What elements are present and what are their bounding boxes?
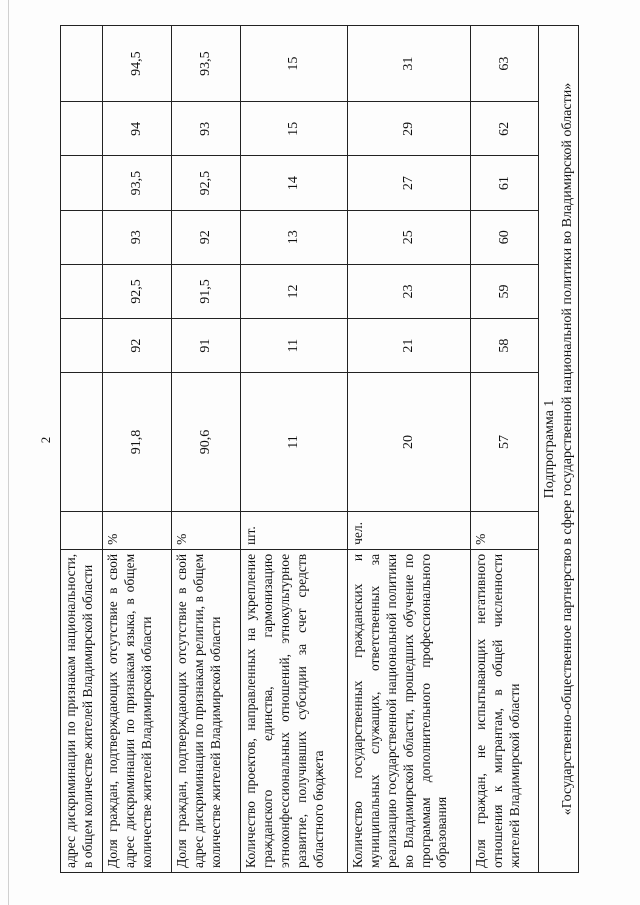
indicator-value: 13 <box>241 210 348 264</box>
indicator-value <box>61 210 103 264</box>
indicator-value: 12 <box>241 264 348 318</box>
indicator-value: 31 <box>348 26 471 102</box>
table-row <box>471 26 539 873</box>
indicator-value: 91,5 <box>172 264 241 318</box>
indicator-value: 93 <box>103 210 172 264</box>
indicator-name: адрес дискриминации по признакам национальности, в общем количестве жителей Владимирской области <box>61 549 103 872</box>
subprogram-title: «Государственно-общественное партнерство в сфере государственной национальной политики во Владимирской области» <box>559 82 575 816</box>
indicator-name: Доля граждан, подтверждающих отсутствие в свой адрес дискриминации по признакам языка, в общем количестве жителей Владимирской области <box>103 549 172 872</box>
indicator-value: 94,5 <box>103 26 172 102</box>
indicator-value: 62 <box>471 102 539 156</box>
table-row <box>241 26 348 873</box>
indicator-value: 11 <box>241 373 348 511</box>
indicator-name: Доля граждан, не испытывающих негативного отношения к мигрантам, в общей численности жителей Владимирской области <box>471 549 539 872</box>
indicator-value: 91,8 <box>103 373 172 511</box>
table-row <box>348 26 471 873</box>
indicator-value: 92 <box>172 210 241 264</box>
indicator-value: 11 <box>241 319 348 373</box>
indicator-value: 29 <box>348 102 471 156</box>
indicator-value <box>61 264 103 318</box>
indicator-unit: % <box>471 511 539 549</box>
indicator-value: 91 <box>172 319 241 373</box>
indicator-unit: чел. <box>348 511 471 549</box>
subprogram-heading: Подпрограмма 1 <box>542 399 557 499</box>
indicator-unit <box>61 511 103 549</box>
indicator-value: 59 <box>471 264 539 318</box>
indicator-value: 58 <box>471 319 539 373</box>
indicator-value: 15 <box>241 26 348 102</box>
indicator-value: 92,5 <box>172 156 241 210</box>
indicator-value: 93 <box>172 102 241 156</box>
indicator-value <box>61 26 103 102</box>
indicator-value: 15 <box>241 102 348 156</box>
page-number: 2 <box>38 436 53 444</box>
indicator-name: Количество государственных гражданских и муниципальных служащих, ответственных за реализацию государственной национальной политики во Владимирской области, прошедших обучение по программам дополнительного профессионального образования <box>348 549 471 872</box>
subprogram-row <box>539 26 579 873</box>
indicator-name: Доля граждан, подтверждающих отсутствие в свой адрес дискриминации по признакам религии, в общем количестве жителей Владимирской области <box>172 549 241 872</box>
indicator-value: 23 <box>348 264 471 318</box>
table-row <box>61 26 103 873</box>
indicator-unit: % <box>172 511 241 549</box>
indicator-value <box>61 156 103 210</box>
indicator-value: 61 <box>471 156 539 210</box>
indicator-value <box>61 319 103 373</box>
subprogram-cell <box>539 26 579 873</box>
indicator-value: 14 <box>241 156 348 210</box>
table-row <box>103 26 172 873</box>
indicator-value: 92 <box>103 319 172 373</box>
indicator-value: 60 <box>471 210 539 264</box>
indicator-value <box>61 373 103 511</box>
indicator-value: 94 <box>103 102 172 156</box>
indicator-value: 63 <box>471 26 539 102</box>
indicator-value: 27 <box>348 156 471 210</box>
indicator-value: 93,5 <box>172 26 241 102</box>
indicator-value <box>61 102 103 156</box>
indicator-value: 93,5 <box>103 156 172 210</box>
indicator-value: 20 <box>348 373 471 511</box>
indicator-value: 90,6 <box>172 373 241 511</box>
indicator-name: Количество проектов, направленных на укрепление гражданского единства, гармонизацию этноконфессиональных отношений, этнокультурное развитие, получивших субсидии за счет средств областного бюджета <box>241 549 348 872</box>
indicator-value: 92,5 <box>103 264 172 318</box>
indicators-table <box>60 25 579 873</box>
indicator-value: 21 <box>348 319 471 373</box>
table-row <box>172 26 241 873</box>
table-body <box>61 26 579 873</box>
indicator-unit: шт. <box>241 511 348 549</box>
indicator-value: 25 <box>348 210 471 264</box>
indicator-value: 57 <box>471 373 539 511</box>
indicator-unit: % <box>103 511 172 549</box>
